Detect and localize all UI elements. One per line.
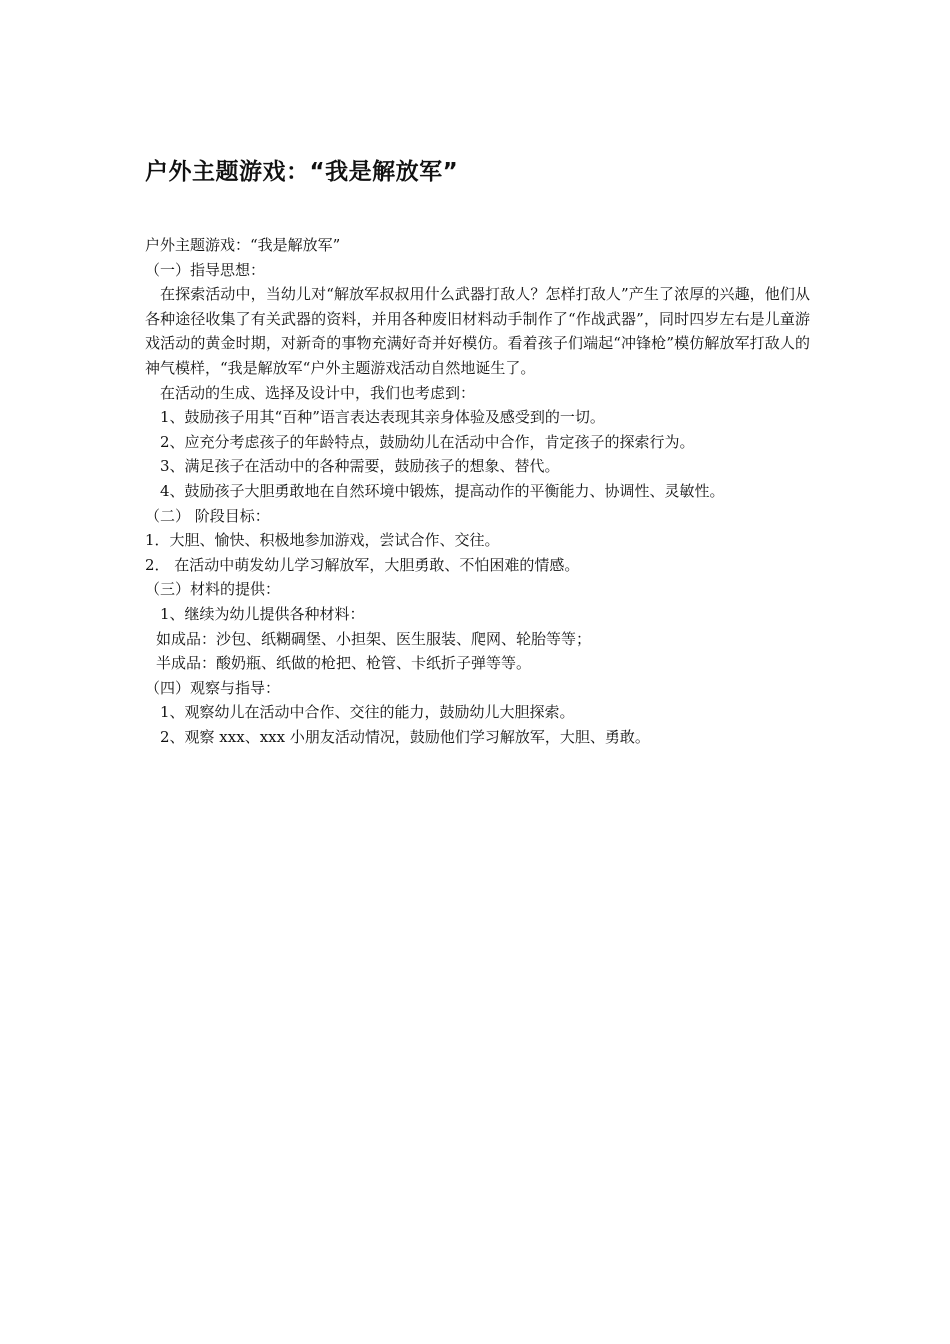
materials-finished-products: 如成品：沙包、纸糊碉堡、小担架、医生服装、爬网、轮胎等等；	[156, 629, 592, 648]
materials-item: 1、继续为幼儿提供各种材料：	[160, 604, 365, 623]
document-subtitle: 户外主题游戏：“我是解放军”	[145, 236, 341, 254]
section-heading-guiding-thought: （一）指导思想：	[145, 260, 266, 279]
guiding-thought-paragraph: 在探索活动中，当幼儿对“解放军叔叔用什么武器打敌人？怎样打敌人”产生了浓厚的兴趣，他们从各种途径收集了有关武器的资料，并用各种废旧材料动手制作了“作战武器”，同时四岁左右是儿童游戏活动的黄金时期，对新奇的事物充满好奇并好模仿。看着孩子们端起“冲锋枪”模仿解放军打敌人的神气模样，“我是解放军“户外主题游戏活动自然地诞生了。	[145, 285, 810, 377]
consideration-item: 4、鼓励孩子大胆勇敢地在自然环境中锻炼，提高动作的平衡能力、协调性、灵敏性。	[160, 481, 725, 500]
consideration-item: 1、鼓励孩子用其“百种”语言表达表现其亲身体验及感受到的一切。	[160, 408, 605, 427]
document-title: 户外主题游戏：“我是解放军”	[145, 159, 459, 185]
section-heading-materials: （三）材料的提供：	[145, 580, 281, 599]
section-heading-stage-goals: （二） 阶段目标：	[145, 506, 270, 525]
consideration-item: 3、满足孩子在活动中的各种需要，鼓励孩子的想象、替代。	[160, 457, 560, 476]
materials-semi-finished-products: 半成品：酸奶瓶、纸做的枪把、枪管、卡纸折子弹等等。	[156, 654, 532, 673]
observation-item: 2、观察 xxx、xxx 小朋友活动情况，鼓励他们学习解放军，大胆、勇敢。	[160, 727, 650, 746]
document-body	[145, 233, 810, 749]
stage-goal-item: 1．大胆、愉快、积极地参加游戏，尝试合作、交往。	[145, 531, 500, 550]
considerations-intro: 在活动的生成、选择及设计中，我们也考虑到：	[160, 383, 476, 402]
stage-goal-item: 2． 在活动中萌发幼儿学习解放军，大胆勇敢、不怕困难的情感。	[145, 555, 580, 574]
section-heading-observation: （四）观察与指导：	[145, 678, 281, 697]
observation-item: 1、观察幼儿在活动中合作、交往的能力，鼓励幼儿大胆探索。	[160, 703, 575, 722]
consideration-item: 2、应充分考虑孩子的年龄特点，鼓励幼儿在活动中合作，肯定孩子的探索行为。	[160, 432, 695, 451]
